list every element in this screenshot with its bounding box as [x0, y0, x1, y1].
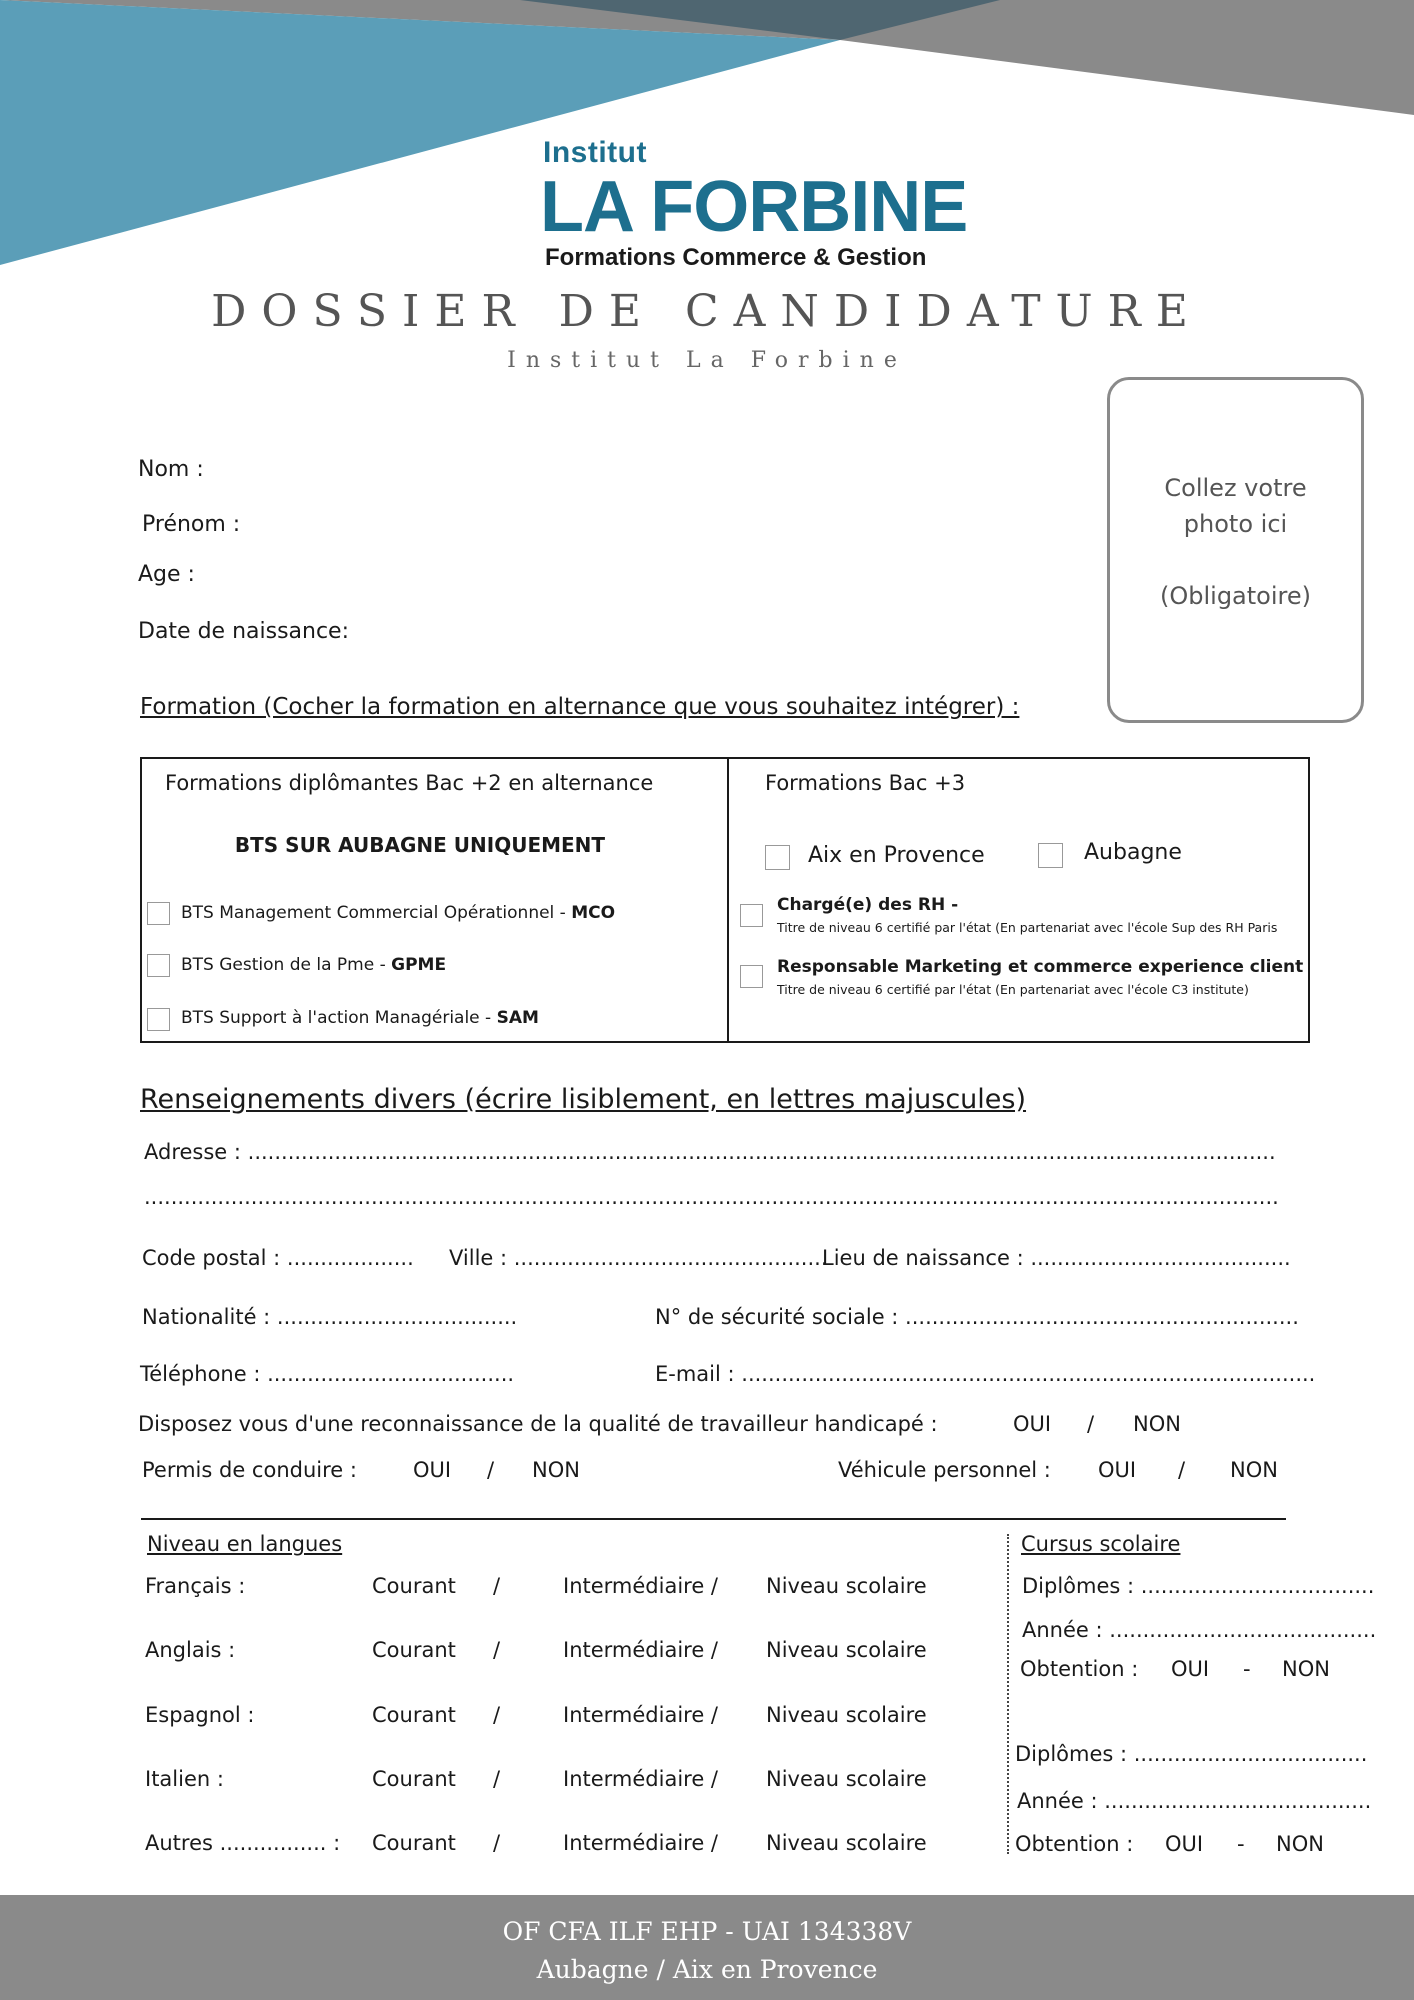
langue-level-option[interactable]: Courant [372, 1638, 456, 1662]
column-divider [1007, 1534, 1009, 1854]
vehicule-slash: / [1178, 1458, 1186, 1482]
obtention-oui-1[interactable]: OUI [1171, 1657, 1210, 1681]
bts-sam-label: BTS Support à l'action Managériale - SAM [181, 1008, 539, 1028]
photo-text-1: Collez votre [1164, 474, 1307, 502]
campus-aubagne-label: Aubagne [1084, 840, 1182, 865]
langue-separator: / [493, 1638, 501, 1662]
langue-level-option[interactable]: Intermédiaire / [563, 1574, 719, 1598]
langue-level-option[interactable]: Niveau scolaire [766, 1831, 927, 1855]
langue-level-option[interactable]: Courant [372, 1703, 456, 1727]
diplomes-field-2[interactable]: Diplômes : ................................... [1015, 1742, 1368, 1766]
prenom-field[interactable]: Prénom : [142, 512, 241, 537]
langue-level-option[interactable]: Niveau scolaire [766, 1638, 927, 1662]
divers-heading: Renseignements divers (écrire lisiblement, en lettres majuscules) [140, 1084, 1027, 1115]
checkbox-mco[interactable] [147, 902, 170, 925]
langue-level-option[interactable]: Intermédiaire / [563, 1703, 719, 1727]
langue-level-option[interactable]: Niveau scolaire [766, 1703, 927, 1727]
adresse-field[interactable]: Adresse : .......................................................................................................................................................... [144, 1140, 1276, 1164]
bac3-title: Formations Bac +3 [765, 771, 966, 795]
adresse-field-2[interactable]: .......................................................................................................................................................................... [144, 1185, 1279, 1209]
page-subtitle: Institut La Forbine [507, 348, 907, 373]
annee-field-1[interactable]: Année : ........................................ [1022, 1618, 1377, 1642]
vehicule-question: Véhicule personnel : [838, 1458, 1051, 1482]
photo-text-3: (Obligatoire) [1160, 582, 1311, 610]
vehicule-oui[interactable]: OUI [1098, 1458, 1137, 1482]
campus-aix-label: Aix en Provence [808, 843, 985, 868]
bts-gpme-label: BTS Gestion de la Pme - GPME [181, 955, 447, 975]
formation-heading: Formation (Cocher la formation en alternance que vous souhaitez intégrer) : [140, 694, 1020, 720]
checkbox-aubagne[interactable] [1038, 843, 1063, 868]
vehicule-non[interactable]: NON [1230, 1458, 1278, 1482]
langue-label: Italien : [145, 1767, 224, 1791]
lieu-naissance-field[interactable]: Lieu de naissance : ....................................... [822, 1246, 1291, 1270]
rh-title: Chargé(e) des RH - [777, 895, 959, 915]
nom-field[interactable]: Nom : [138, 457, 204, 482]
nationalite-field[interactable]: Nationalité : .................................... [142, 1305, 518, 1329]
handicap-slash: / [1087, 1412, 1095, 1436]
langues-heading: Niveau en langues [147, 1532, 343, 1556]
code-postal-field[interactable]: Code postal : ................... [142, 1246, 414, 1270]
permis-question: Permis de conduire : [142, 1458, 357, 1482]
marketing-desc: Titre de niveau 6 certifié par l'état (En partenariat avec l'école C3 institute) [777, 982, 1249, 997]
rh-desc: Titre de niveau 6 certifié par l'état (En partenariat avec l'école Sup des RH Paris [777, 920, 1278, 935]
handicap-question: Disposez vous d'une reconnaissance de la qualité de travailleur handicapé : [138, 1412, 938, 1436]
checkbox-aix[interactable] [765, 845, 790, 870]
langue-level-option[interactable]: Niveau scolaire [766, 1574, 927, 1598]
obtention-non-1[interactable]: NON [1282, 1657, 1330, 1681]
langue-separator: / [493, 1703, 501, 1727]
obtention-label-1: Obtention : [1020, 1657, 1139, 1681]
logo-institut: Institut [543, 136, 647, 169]
langue-separator: / [493, 1831, 501, 1855]
marketing-title: Responsable Marketing et commerce experience client [777, 957, 1304, 977]
bts-mco-label: BTS Management Commercial Opérationnel - MCO [181, 903, 616, 923]
permis-oui[interactable]: OUI [413, 1458, 452, 1482]
date-naissance-field[interactable]: Date de naissance: [138, 619, 349, 644]
page-title: DOSSIER DE CANDIDATURE [211, 286, 1203, 337]
bts-note: BTS SUR AUBAGNE UNIQUEMENT [234, 833, 606, 857]
diplomes-field-1[interactable]: Diplômes : ................................... [1022, 1574, 1375, 1598]
annee-field-2[interactable]: Année : ........................................ [1017, 1789, 1372, 1813]
formation-table [140, 757, 1310, 1043]
langue-separator: / [493, 1767, 501, 1791]
photo-placeholder [1107, 377, 1364, 723]
section-divider [141, 1518, 1286, 1520]
langue-level-option[interactable]: Niveau scolaire [766, 1767, 927, 1791]
obtention-non-2[interactable]: NON [1276, 1832, 1324, 1856]
checkbox-marketing[interactable] [740, 965, 763, 988]
langue-label: Français : [145, 1574, 246, 1598]
checkbox-gpme[interactable] [147, 954, 170, 977]
footer-line-1: OF CFA ILF EHP - UAI 134338V [502, 1917, 912, 1946]
langue-level-option[interactable]: Courant [372, 1831, 456, 1855]
email-field[interactable]: E-mail : ...................................................................................... [655, 1362, 1316, 1386]
bac2-title: Formations diplômantes Bac +2 en alternance [165, 771, 654, 795]
obtention-label-2: Obtention : [1015, 1832, 1134, 1856]
logo-tagline: Formations Commerce & Gestion [545, 244, 927, 271]
langue-level-option[interactable]: Intermédiaire / [563, 1638, 719, 1662]
langue-level-option[interactable]: Courant [372, 1574, 456, 1598]
langue-level-option[interactable]: Intermédiaire / [563, 1767, 719, 1791]
logo-name: LA FORBINE [540, 167, 968, 247]
photo-text-2: photo ici [1183, 510, 1288, 538]
formation-divider [727, 757, 729, 1043]
permis-slash: / [487, 1458, 495, 1482]
langue-label: Anglais : [145, 1638, 236, 1662]
obtention-dash-2: - [1237, 1832, 1245, 1856]
handicap-non[interactable]: NON [1133, 1412, 1181, 1436]
langue-separator: / [493, 1574, 501, 1598]
langue-level-option[interactable]: Courant [372, 1767, 456, 1791]
checkbox-sam[interactable] [147, 1008, 170, 1031]
footer-line-2: Aubagne / Aix en Provence [536, 1955, 878, 1984]
ville-field[interactable]: Ville : ............................................... [449, 1246, 828, 1270]
footer-band [0, 1895, 1414, 2000]
checkbox-rh[interactable] [740, 904, 763, 927]
langue-label: Espagnol : [145, 1703, 255, 1727]
permis-non[interactable]: NON [532, 1458, 580, 1482]
telephone-field[interactable]: Téléphone : ..................................... [140, 1362, 515, 1386]
secu-field[interactable]: N° de sécurité sociale : ........................................................... [655, 1305, 1299, 1329]
langue-label: Autres ................ : [145, 1831, 341, 1855]
handicap-oui[interactable]: OUI [1013, 1412, 1052, 1436]
cursus-heading: Cursus scolaire [1021, 1532, 1181, 1556]
obtention-dash-1: - [1243, 1657, 1251, 1681]
obtention-oui-2[interactable]: OUI [1165, 1832, 1204, 1856]
age-field[interactable]: Age : [138, 562, 195, 587]
langue-level-option[interactable]: Intermédiaire / [563, 1831, 719, 1855]
